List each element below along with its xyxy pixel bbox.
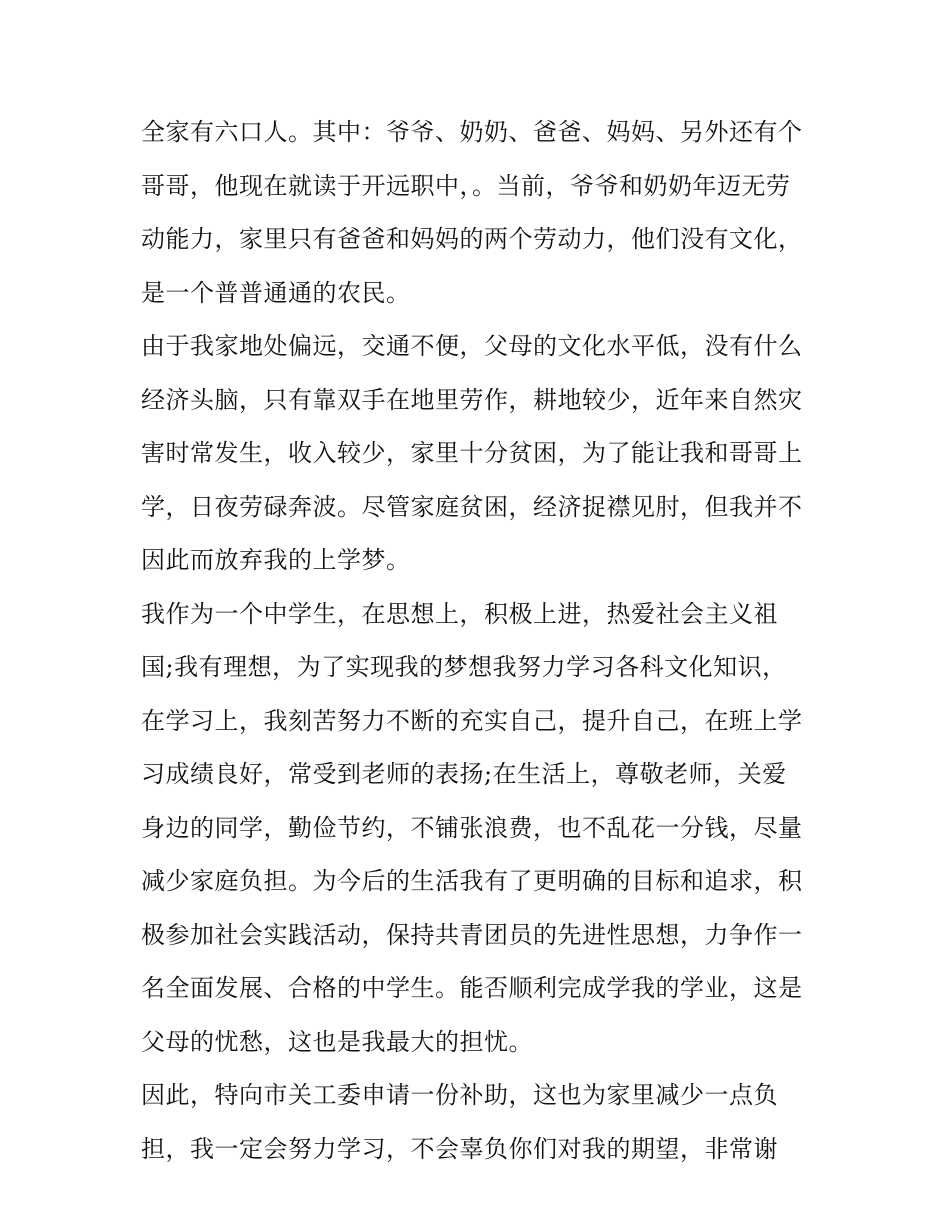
text-line: 担，我一定会努力学习，不会辜负你们对我的期望，非常谢 bbox=[141, 1134, 778, 1163]
text-line: 身边的同学，勤俭节约，不铺张浪费，也不乱花一分钱，尽量 bbox=[141, 813, 803, 842]
text-line: 我作为一个中学生，在思想上，积极上进，热爱社会主义祖 bbox=[141, 599, 778, 628]
paragraph-request bbox=[141, 1069, 816, 1176]
text-line: 因此，特向市关工委申请一份补助，这也为家里减少一点负 bbox=[141, 1081, 778, 1109]
text-line: 习成绩良好，常受到老师的表扬;在生活上，尊敬老师，关爱 bbox=[141, 760, 787, 788]
text-line: 哥哥，他现在就读于开远职中，。当前，爷爷和奶奶年迈无劳 bbox=[141, 171, 791, 200]
text-line: 极参加社会实践活动，保持共青团员的先进性思想，力争作一 bbox=[141, 920, 803, 949]
paragraph-student bbox=[141, 588, 816, 1070]
text-line: 减少家庭负担。为今后的生活我有了更明确的目标和追求，积 bbox=[141, 867, 803, 895]
text-line: 名全面发展、合格的中学生。能否顺利完成学我的学业，这是 bbox=[141, 974, 803, 1002]
paragraph-hardship bbox=[141, 320, 816, 588]
text-line: 动能力，家里只有爸爸和妈妈的两个劳动力，他们没有文化， bbox=[141, 225, 803, 253]
text-line: 是一个普普通通的农民。 bbox=[141, 278, 411, 307]
paragraph-family bbox=[141, 106, 816, 320]
text-line: 由于我家地处偏远，交通不便，父母的文化水平低，没有什么 bbox=[141, 332, 803, 360]
text-line: 害时常发生，收入较少，家里十分贫困，为了能让我和哥哥上 bbox=[141, 439, 803, 467]
text-line: 父母的忧愁，这也是我最大的担忧。 bbox=[141, 1027, 533, 1056]
text-line: 国;我有理想，为了实现我的梦想我努力学习各科文化知识， bbox=[141, 653, 787, 681]
text-line: 学，日夜劳碌奔波。尽管家庭贫困，经济捉襟见肘，但我并不 bbox=[141, 492, 803, 521]
document-body bbox=[141, 106, 816, 1176]
text-line: 经济头脑，只有靠双手在地里劳作，耕地较少，近年来自然灾 bbox=[141, 385, 803, 414]
text-line: 全家有六口人。其中：爷爷、奶奶、爸爸、妈妈、另外还有个 bbox=[141, 118, 803, 146]
text-line: 因此而放弃我的上学梦。 bbox=[141, 546, 411, 574]
text-line: 在学习上，我刻苦努力不断的充实自己，提升自己，在班上学 bbox=[141, 706, 803, 735]
